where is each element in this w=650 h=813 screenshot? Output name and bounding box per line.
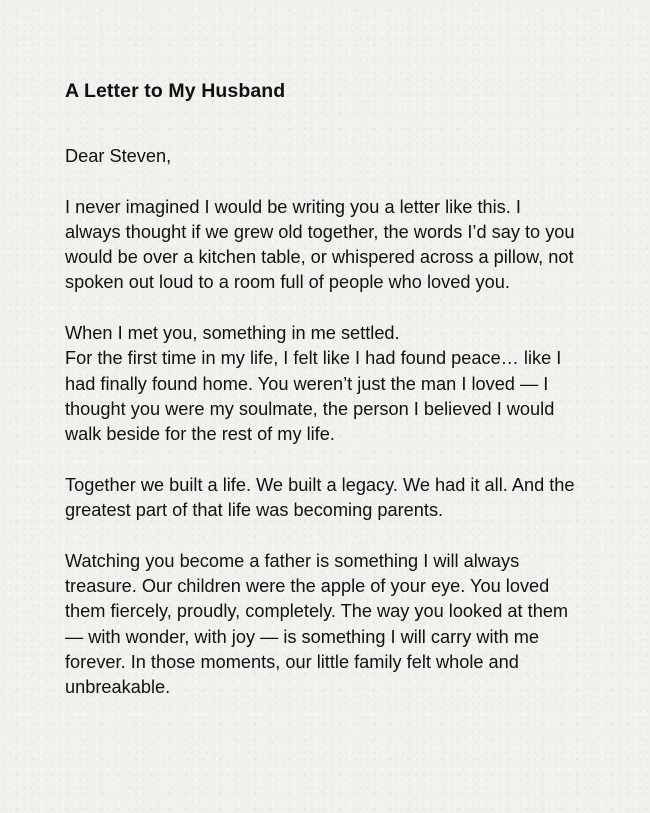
letter-greeting: Dear Steven, <box>65 146 172 166</box>
text-line: I never imagined I would be writing you a letter like this. I <box>65 196 521 217</box>
text-line: treasure. Our children were the apple of your eye. You loved <box>65 576 550 597</box>
letter-paragraph-3 <box>65 473 594 524</box>
text-line: walk beside for the rest of my life. <box>65 424 335 445</box>
letter-paragraph-2 <box>65 321 594 447</box>
text-line: When I met you, something in me settled. <box>65 323 400 344</box>
letter-paragraph-1 <box>65 195 594 296</box>
text-line: spoken out loud to a room full of people who loved you. <box>65 272 510 293</box>
text-line: unbreakable. <box>65 677 171 698</box>
text-line: — with wonder, with joy — is something I will carry with me <box>65 626 540 647</box>
text-line: thought you were my soulmate, the person I believed I would <box>65 398 555 419</box>
text-line: Together we built a life. We built a legacy. We had it all. And the <box>65 474 575 495</box>
text-line: Watching you become a father is something I will always <box>65 550 520 571</box>
letter-paragraph-4 <box>65 549 594 701</box>
text-line: For the first time in my life, I felt like I had found peace… like I <box>65 348 562 369</box>
text-line: greatest part of that life was becoming parents. <box>65 500 444 521</box>
letter-title: A Letter to My Husband <box>65 80 286 102</box>
text-line: them fiercely, proudly, completely. The way you looked at them <box>65 601 569 622</box>
text-line: always thought if we grew old together, the words I’d say to you <box>65 221 575 242</box>
text-line: would be over a kitchen table, or whispered across a pillow, not <box>65 247 574 268</box>
text-line: forever. In those moments, our little family felt whole and <box>65 651 519 672</box>
text-line: had finally found home. You weren’t just the man I loved — I <box>65 373 549 394</box>
